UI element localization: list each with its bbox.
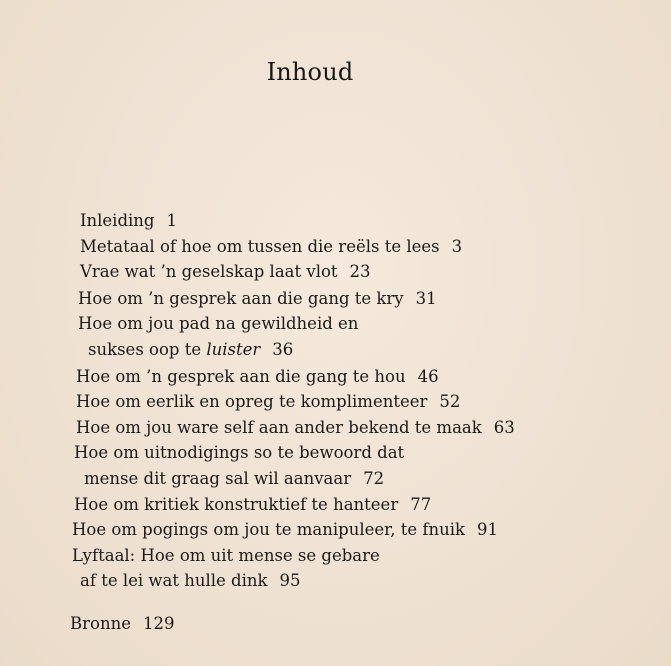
toc-entry (70, 614, 174, 634)
toc-page-number: 129 (142, 614, 175, 633)
toc-entry-text: Hoe om ’n gesprek aan die gang te hou (76, 367, 406, 386)
toc-entry (80, 262, 371, 282)
toc-page-number: 46 (417, 367, 439, 386)
toc-page-number: 36 (272, 340, 294, 359)
toc-page-number: 52 (439, 392, 461, 411)
toc-entry (76, 367, 439, 387)
toc-page-number: 95 (279, 571, 301, 590)
toc-entry-text: Metataal of hoe om tussen die reëls te lees (80, 237, 440, 256)
toc-entry (80, 237, 462, 257)
toc-entry (88, 340, 293, 360)
toc-entry (76, 392, 460, 412)
toc-entry-text: sukses oop te (88, 340, 207, 359)
toc-page-number: 63 (493, 418, 515, 437)
toc-entry-text: Hoe om jou pad na gewildheid en (78, 314, 359, 333)
toc-entry-text: Hoe om ’n gesprek aan die gang te kry (78, 289, 404, 308)
toc-entry-text: Bronne (70, 614, 131, 633)
toc-entry-text: Inleiding (80, 211, 155, 230)
toc-entry-text: af te lei wat hulle dink (80, 571, 268, 590)
toc-entry (72, 546, 380, 566)
toc-entry (84, 469, 384, 489)
toc-entry-text: Hoe om kritiek konstruktief te hanteer (74, 495, 399, 514)
toc-entry-text: Lyftaal: Hoe om uit mense se gebare (72, 546, 380, 565)
toc-page-number: 31 (415, 289, 437, 308)
toc-page-number: 3 (451, 237, 463, 256)
toc-entry (74, 495, 431, 515)
toc-entry-text: Hoe om uitnodigings so te bewoord dat (74, 443, 405, 462)
toc-entry (80, 571, 301, 591)
toc-entry (78, 314, 358, 334)
toc-page-number: 77 (410, 495, 432, 514)
toc-entry (78, 289, 437, 309)
toc-page-number: 72 (363, 469, 385, 488)
toc-entry-text: mense dit graag sal wil aanvaar (84, 469, 352, 488)
toc-page-number: 1 (166, 211, 177, 230)
toc-entry (76, 418, 515, 438)
page-title: Inhoud (266, 58, 354, 86)
toc-entry (80, 211, 177, 231)
toc-entry (72, 520, 498, 540)
toc-entry-text: Hoe om jou ware self aan ander bekend te maak (76, 418, 482, 437)
toc-page-number: 23 (349, 262, 371, 281)
toc-entry (74, 443, 404, 463)
toc-entry-emphasis: luister (206, 340, 261, 359)
toc-entry-text: Hoe om eerlik en opreg te komplimenteer (76, 392, 428, 411)
toc-entry-text: Hoe om pogings om jou te manipuleer, te fnuik (72, 520, 466, 539)
toc-page-number: 91 (477, 520, 499, 539)
toc-entry-text: Vrae wat ’n geselskap laat vlot (80, 262, 338, 281)
